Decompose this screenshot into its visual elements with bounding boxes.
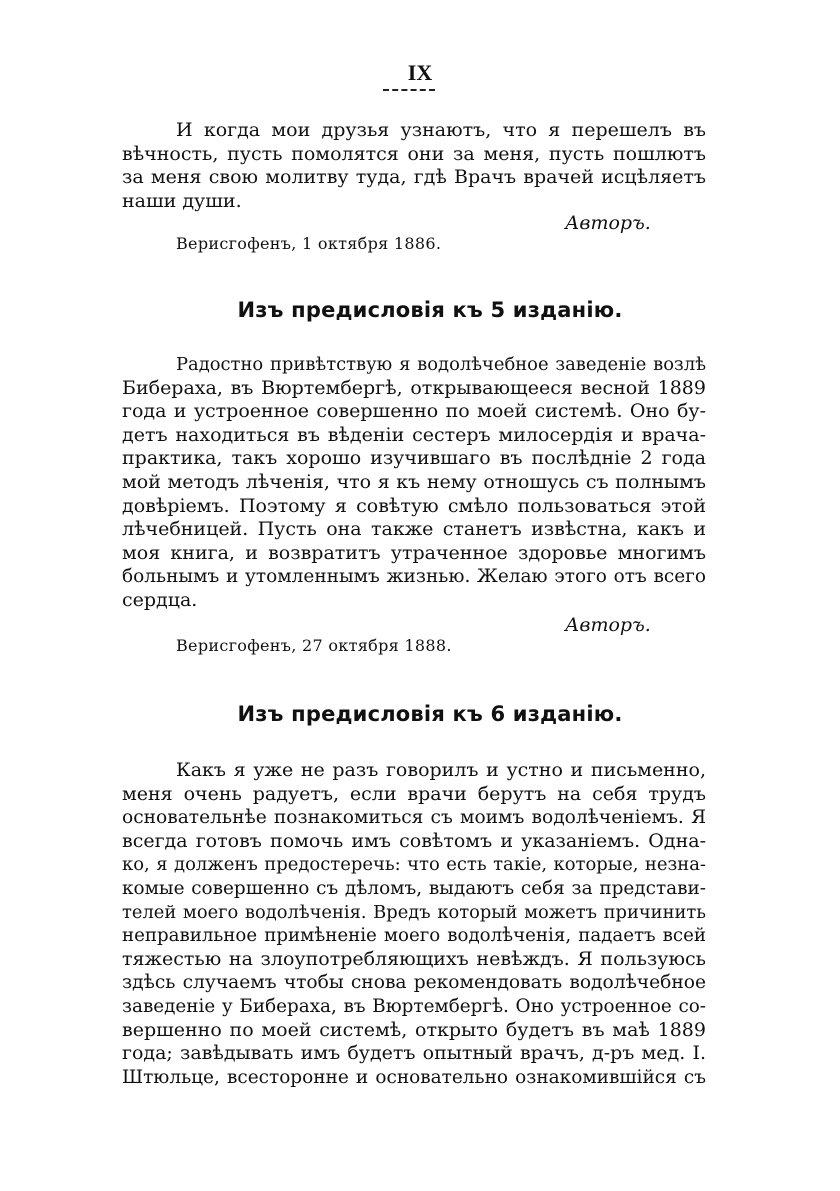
paragraph-line: моя книга, и возвратитъ утраченное здоровье многимъ [122,541,706,564]
paragraph-line: комые совершенно съ дѣломъ, выдаютъ себя за представи- [122,877,706,899]
paragraph-line: ко, я долженъ предостеречь: что есть такіе, которые, незна- [122,854,706,876]
page-number-rule [383,89,435,91]
section-heading-5: Изъ предисловія къ 5 изданію. [237,298,623,322]
paragraph-line: меня очень радуетъ, если врачи берутъ на себя трудъ [122,782,706,805]
paragraph-line: тяжестью на злоупотребляющихъ невѣждъ. Я пользуюсь [122,947,706,970]
paragraph-line: лѣчебницей. Пусть она также станетъ извѣстна, какъ и [122,518,706,541]
paragraph-line: года и устроенное совершенно по моей системѣ. Оно бу- [122,400,706,423]
paragraph-line: детъ находиться въ вѣденіи сестеръ милосердія и врача- [122,423,706,446]
paragraph-line: мой методъ лѣченія, что я къ нему отношусь съ полнымъ [122,470,706,493]
author-signature: Авторъ. [565,614,651,636]
author-signature: Авторъ. [565,212,651,234]
paragraph-line: сердца. [122,588,198,611]
paragraph-line: наши души. [122,189,242,212]
paragraph-line: вѣчность, пусть помолятся они за меня, пусть пошлютъ [122,142,706,165]
section-heading-6: Изъ предисловія къ 6 изданію. [237,702,623,726]
paragraph-line: Штюльце, всесторонне и основательно ознакомившійся съ [122,1066,706,1088]
paragraph-line: довѣріемъ. Поэтому я совѣтую смѣло пользоваться этой [122,494,706,517]
section5-paragraph [122,353,706,613]
dateline: Верисгофенъ, 27 октября 1888. [176,636,452,655]
paragraph-line: Какъ я уже не разъ говорилъ и устно и письменно, [176,759,706,781]
paragraph-line: телей моего водолѣченія. Вредъ который можетъ причинить [122,901,706,923]
paragraph-line: за меня свою молитву туда, гдѣ Врачъ врачей исцѣляетъ [122,166,706,189]
paragraph-line: всегда готовъ помочь имъ совѣтомъ и указаніемъ. Одна- [122,829,706,852]
paragraph-line: заведеніе у Бибераха, въ Вюртембергѣ. Оно устроенное со- [122,995,706,1017]
paragraph-line: неправильное примѣненіе моего водолѣченія, падаетъ всей [122,925,706,947]
dateline: Верисгофенъ, 1 октября 1886. [176,234,442,253]
paragraph-line: Радостно привѣтствую я водолѣчебное заведеніе возлѣ [176,354,706,375]
paragraph-line: Бибераха, въ Вюртембергѣ, открывающееся весной 1889 [122,376,706,399]
paragraph-line: практика, такъ хорошо изучившаго въ послѣдніе 2 года [122,447,706,470]
intro-paragraph [122,119,706,213]
paragraph-line: здѣсь случаемъ чтобы снова рекомендовать водолѣчебное [122,972,706,994]
page-number: IX [407,60,433,85]
section6-paragraph [122,759,706,1089]
paragraph-line: основательнѣе познакомиться съ моимъ водолѣченіемъ. Я [122,807,706,829]
paragraph-line: вершенно по моей системѣ, открыто будетъ въ маѣ 1889 [122,1018,706,1041]
paragraph-line: больнымъ и утомленнымъ жизнью. Желаю этого отъ всего [122,566,706,588]
paragraph-line: года; завѣдывать имъ будетъ опытный врачъ, д-ръ мед. I. [122,1042,706,1065]
paragraph-line: И когда мои друзья узнаютъ, что я перешелъ въ [176,119,706,141]
